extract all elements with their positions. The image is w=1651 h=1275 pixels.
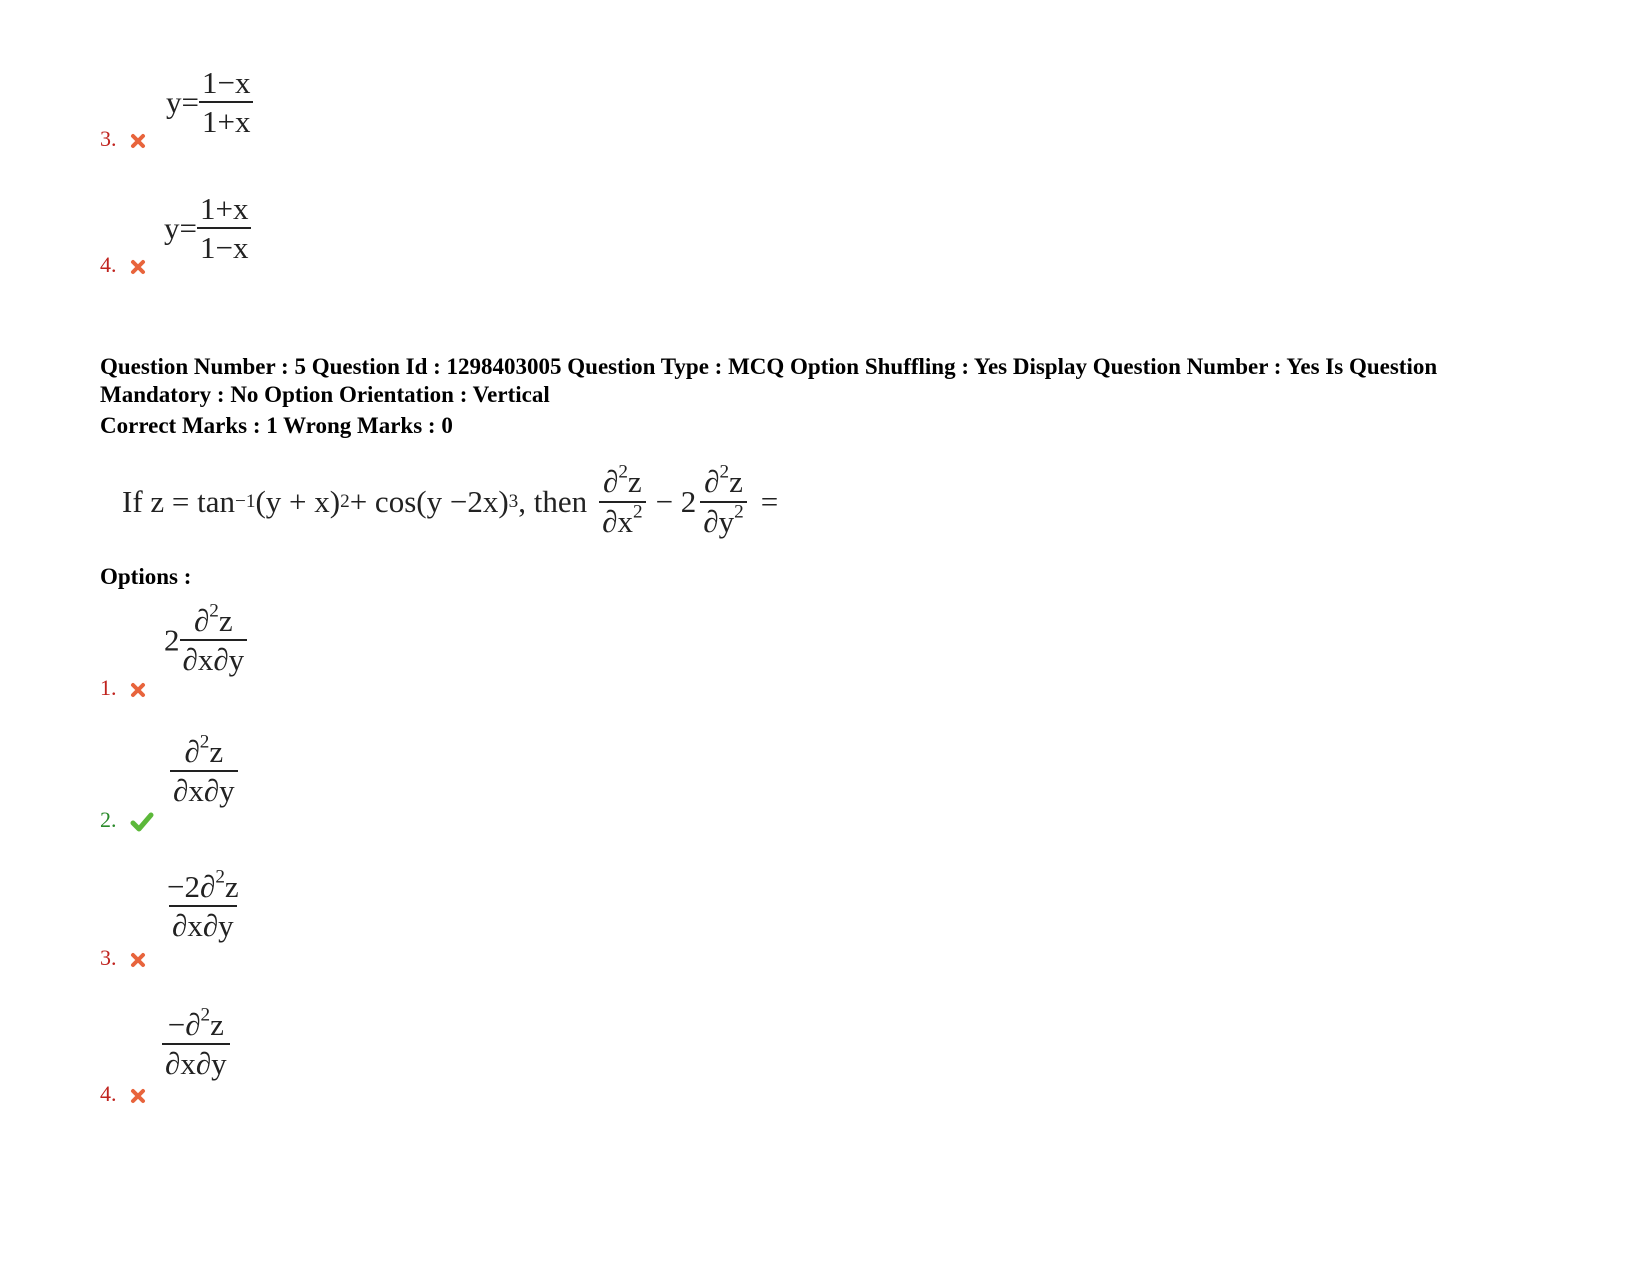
cross-icon (130, 682, 146, 698)
checkmark-icon (130, 811, 154, 833)
question-stem: If z = tan −1 (y + x) 2 + cos(y −2x) 3 , then $\frac{\partial^2z}{\partial x^2}$ − 2 $\frac{\partial^2z}{\partial y^2}$ = (122, 462, 779, 539)
question-meta (100, 353, 1520, 409)
option-math: $\frac{-2\partial^2z}{\partial x\partial y}$ (167, 866, 239, 944)
cross-icon (130, 952, 146, 968)
cross-icon (130, 259, 146, 275)
option-number: 2. (100, 809, 154, 833)
stem-fraction-1: $\frac{\partial^2z}{\partial x^2}$ (599, 465, 645, 538)
marks-info: Correct Marks : 1 Wrong Marks : 0 (100, 413, 453, 438)
option-number: 4. (100, 254, 146, 276)
option-math: $\frac{\partial^2z}{\partial x\partial y}$ (170, 735, 238, 808)
option-number: 4. (100, 1083, 146, 1105)
option-math: y= $\frac{1+x}{1-x}$ (164, 192, 251, 265)
option-number: 3. (100, 947, 146, 969)
question-meta-line2: Mandatory : No Option Orientation : Vertical (100, 382, 550, 407)
option-math: y= $\frac{1-x}{1+x}$ (166, 66, 253, 139)
cross-icon (130, 1088, 146, 1104)
cross-icon (130, 133, 146, 149)
option-number: 3. (100, 128, 146, 150)
option-number: 1. (100, 677, 146, 699)
option-math: $\frac{-\partial^2z}{\partial x\partial y}$ (162, 1008, 230, 1081)
stem-fraction-2: $\frac{\partial^2z}{\partial y^2}$ (700, 465, 746, 538)
option-math: 2 $\frac{\partial^2z}{\partial x\partial y}$ (164, 604, 247, 677)
options-label: Options : (100, 564, 192, 589)
question-meta-line1: Question Number : 5 Question Id : 1298403005 Question Type : MCQ Option Shuffling : Yes Display Question Number : Yes Is Question (100, 354, 1438, 379)
